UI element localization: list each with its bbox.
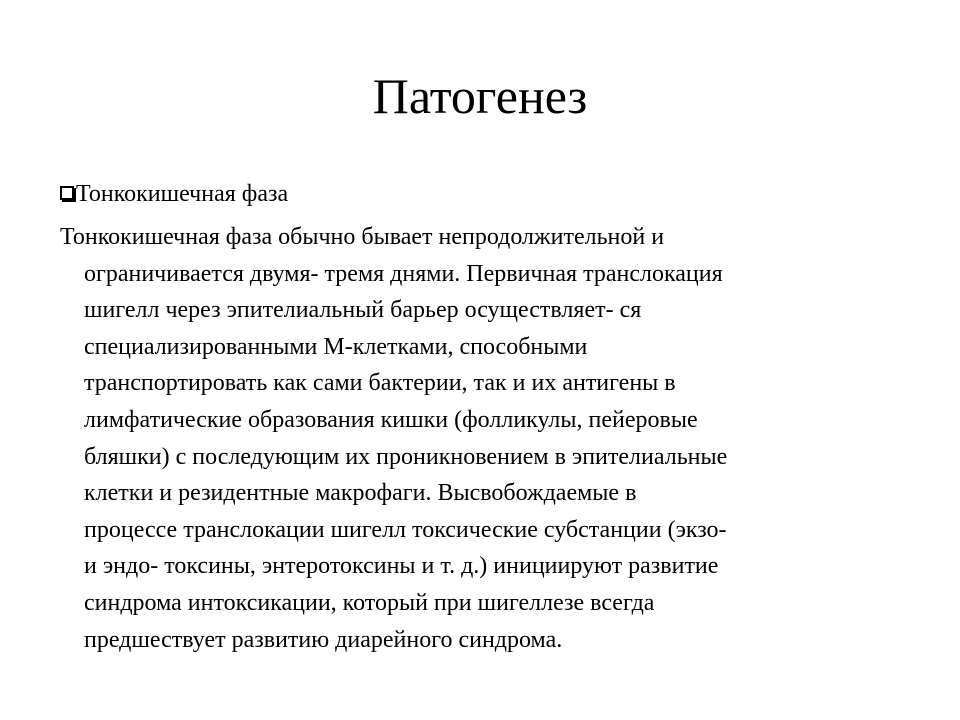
paragraph-line: бляшки) с последующим их проникновением в эпителиальные	[84, 443, 728, 470]
paragraph-line: ограничивается двумя- тремя днями. Первичная транслокация	[84, 260, 723, 287]
paragraph-line: и эндо- токсины, энтеротоксины и т. д.) инициируют развитие	[84, 553, 719, 580]
bullet-item	[60, 176, 288, 212]
paragraph-line: синдрома интоксикации, который при шигеллезе всегда	[84, 589, 655, 616]
slide-title: Патогенез	[372, 68, 588, 124]
paragraph-line: Тонкокишечная фаза обычно бывает непродолжительной и	[60, 224, 665, 250]
paragraph-line: специализированными М-клетками, способными	[84, 333, 588, 360]
paragraph-line: предшествует развитию диарейного синдрома.	[84, 626, 563, 653]
bullet-label: Тонкокишечная фаза	[76, 181, 289, 207]
paragraph-line: транспортировать как сами бактерии, так и их антигены в	[84, 370, 676, 397]
paragraph-line: лимфатические образования кишки (фолликулы, пейеровые	[84, 406, 698, 433]
paragraph-line: шигелл через эпителиальный барьер осуществляет- ся	[84, 297, 642, 324]
paragraph-line: процессе транслокации шигелл токсические субстанции (экзо-	[84, 516, 727, 543]
body-paragraph	[60, 219, 910, 658]
checkbox-icon	[60, 186, 74, 200]
paragraph-line: клетки и резидентные макрофаги. Высвобождаемые в	[84, 480, 637, 507]
